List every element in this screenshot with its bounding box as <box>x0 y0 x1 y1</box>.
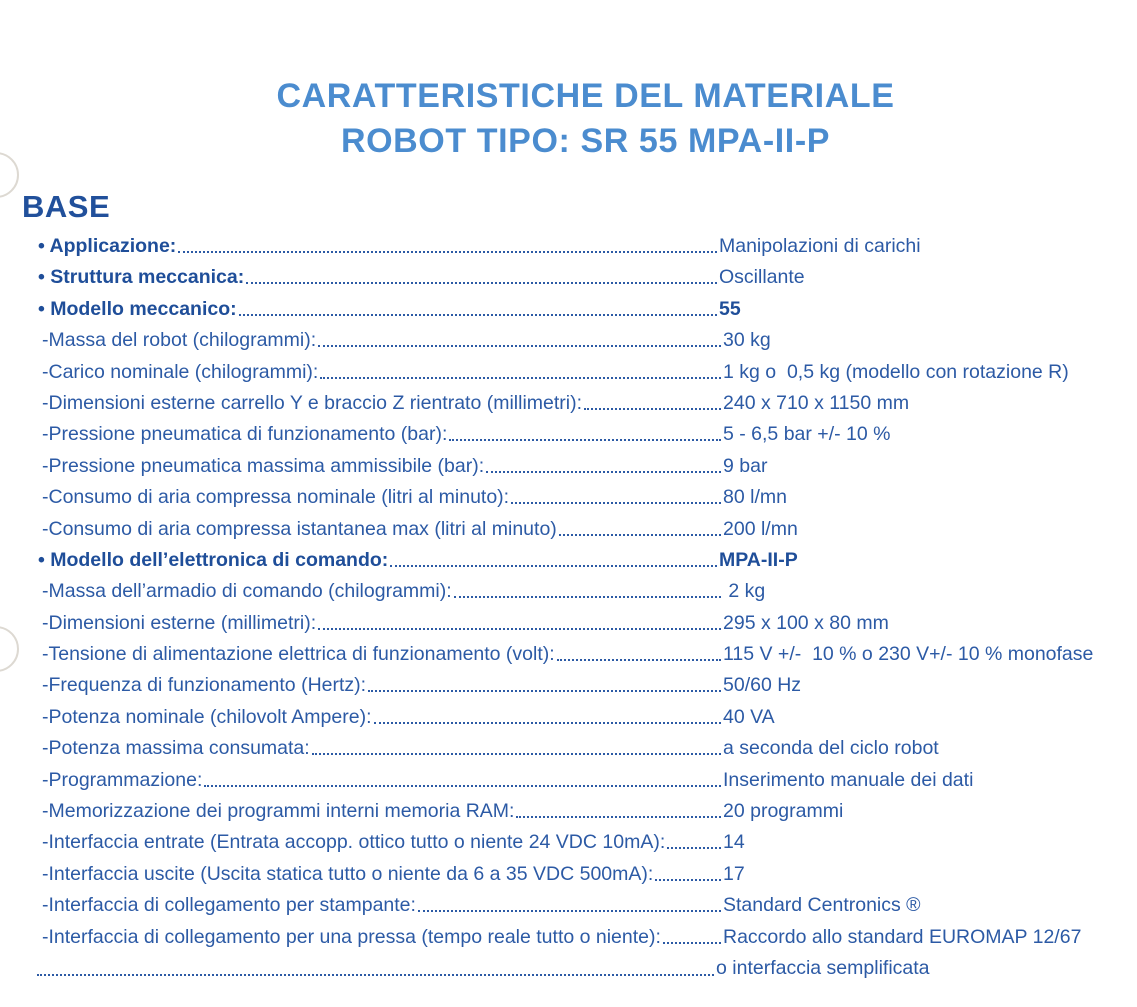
spec-value: 17 <box>723 862 745 885</box>
title-line-1: CARATTERISTICHE DEL MATERIALE <box>276 77 895 115</box>
spec-row-struttura-meccanica <box>35 266 1125 297</box>
dot-leader <box>318 628 721 630</box>
spec-row-modello-elettronica <box>35 549 1125 580</box>
spec-label: -Dimensioni esterne carrello Y e braccio Z rientrato (millimetri): <box>42 391 583 414</box>
spec-value: 20 programmi <box>723 800 844 823</box>
dot-leader <box>312 753 721 755</box>
spec-value: 1 kg o 0,5 kg (modello con rotazione R) <box>723 360 1069 383</box>
spec-row-interfaccia-pressa <box>35 926 1125 957</box>
spec-label: -Massa del robot (chilogrammi): <box>42 329 317 352</box>
spec-value: 240 x 710 x 1150 mm <box>723 391 910 414</box>
dot-leader <box>516 816 721 818</box>
spec-row-pressione-funzionamento <box>35 423 1125 454</box>
spec-row-interfaccia-pressa-continuation <box>35 957 1125 988</box>
dot-leader <box>239 314 717 316</box>
spec-value: Oscillante <box>719 266 805 289</box>
spec-label: -Interfaccia entrate (Entrata accopp. ottico tutto o niente 24 VDC 10mA): <box>42 831 666 854</box>
spec-row-modello-meccanico <box>35 298 1125 329</box>
spec-label: -Pressione pneumatica di funzionamento (bar): <box>42 423 448 446</box>
spec-label: -Memorizzazione dei programmi interni memoria RAM: <box>42 800 515 823</box>
spec-value: 80 l/mn <box>723 486 787 509</box>
dot-leader <box>320 377 721 379</box>
spec-label: • Modello meccanico: <box>38 297 237 320</box>
spec-value: Manipolazioni di carichi <box>719 235 921 257</box>
spec-value: o interfaccia semplificata <box>716 956 930 979</box>
spec-row-programmazione <box>35 769 1125 800</box>
dot-leader <box>557 659 721 661</box>
spec-label: -Carico nominale (chilogrammi): <box>42 360 319 383</box>
spec-row-interfaccia-entrate <box>35 831 1125 862</box>
dot-leader <box>204 785 721 787</box>
spec-value: 115 V +/- 10 % o 230 V+/- 10 % monofase <box>723 643 1094 666</box>
spec-row-potenza-massima <box>35 737 1125 768</box>
spec-label: -Interfaccia di collegamento per una pressa (tempo reale tutto o niente): <box>42 925 661 948</box>
spec-label: -Consumo di aria compressa nominale (litri al minuto): <box>42 486 510 509</box>
spec-row-tensione-alimentazione <box>35 643 1125 674</box>
dot-leader <box>246 282 717 284</box>
dot-leader <box>559 534 721 536</box>
spec-value: 30 kg <box>723 329 771 352</box>
spec-label: -Interfaccia di collegamento per stampante: <box>42 894 416 917</box>
spec-label: • Struttura meccanica: <box>38 266 245 289</box>
spec-row-pressione-massima <box>35 455 1125 486</box>
dot-leader <box>511 502 721 504</box>
spec-value: Standard Centronics ® <box>723 894 921 917</box>
section-heading-base: BASE <box>22 189 111 224</box>
spec-row-applicazione <box>35 235 1125 266</box>
spec-value: a seconda del ciclo robot <box>723 737 939 760</box>
spec-value: 295 x 100 x 80 mm <box>723 611 889 634</box>
spec-value: 50/60 Hz <box>723 674 802 697</box>
spec-row-potenza-nominale <box>35 706 1125 737</box>
spec-row-consumo-aria-nominale <box>35 486 1125 517</box>
spec-row-massa-robot <box>35 329 1125 360</box>
spec-value: 9 bar <box>723 454 768 477</box>
spec-label: -Massa dell’armadio di comando (chilogrammi): <box>42 580 452 603</box>
dot-leader <box>418 910 721 912</box>
spec-value: 55 <box>719 297 741 320</box>
document-title <box>0 0 1137 164</box>
spec-label: -Frequenza di funzionamento (Hertz): <box>42 674 367 697</box>
spec-row-carico-nominale <box>35 361 1125 392</box>
spec-row-dimensioni-esterne-armadio <box>35 612 1125 643</box>
spec-row-massa-armadio <box>35 580 1125 611</box>
punched-hole-mark-bottom <box>0 626 19 672</box>
spec-label: -Potenza massima consumata: <box>42 737 310 760</box>
dot-leader <box>318 345 721 347</box>
spec-value: 14 <box>723 831 745 854</box>
spec-value: MPA-II-P <box>719 548 798 571</box>
spec-row-consumo-aria-istantanea <box>35 518 1125 549</box>
title-line-2: ROBOT TIPO: SR 55 MPA-II-P <box>340 122 831 160</box>
dot-leader <box>178 251 717 253</box>
spec-row-interfaccia-uscite <box>35 863 1125 894</box>
spec-label: -Pressione pneumatica massima ammissibile (bar): <box>42 454 485 477</box>
dot-leader <box>449 439 721 441</box>
spec-label: -Consumo di aria compressa istantanea max (litri al minuto) <box>42 517 557 540</box>
dot-leader <box>454 596 721 598</box>
dot-leader <box>667 847 721 849</box>
dot-leader <box>390 565 717 567</box>
spec-row-frequenza <box>35 674 1125 705</box>
dot-leader <box>374 722 722 724</box>
spec-value: 5 - 6,5 bar +/- 10 % <box>723 423 891 446</box>
dot-leader <box>37 974 714 976</box>
dot-leader <box>584 408 721 410</box>
spec-value: Inserimento manuale dei dati <box>723 768 974 791</box>
spec-row-memorizzazione-ram <box>35 800 1125 831</box>
spec-label: -Interfaccia uscite (Uscita statica tutto o niente da 6 a 35 VDC 500mA): <box>42 862 654 885</box>
spec-label: -Dimensioni esterne (millimetri): <box>42 611 317 634</box>
spec-label: -Potenza nominale (chilovolt Ampere): <box>42 705 372 728</box>
spec-value: 40 VA <box>723 705 775 728</box>
dot-leader <box>655 879 721 881</box>
spec-row-interfaccia-stampante <box>35 894 1125 925</box>
spec-value: Raccordo allo standard EUROMAP 12/67 <box>723 925 1082 948</box>
spec-rows <box>35 235 1125 988</box>
dot-leader <box>663 942 721 944</box>
spec-value: 2 kg <box>723 580 766 603</box>
dot-leader <box>368 690 721 692</box>
spec-row-dimensioni-esterne-carrello <box>35 392 1125 423</box>
spec-label: -Tensione di alimentazione elettrica di funzionamento (volt): <box>42 643 555 666</box>
spec-label: • Modello dell’elettronica di comando: <box>38 548 389 571</box>
dot-leader <box>486 471 721 473</box>
spec-value: 200 l/mn <box>723 517 798 540</box>
spec-label: • Applicazione: <box>38 235 177 257</box>
spec-label: -Programmazione: <box>42 768 203 791</box>
